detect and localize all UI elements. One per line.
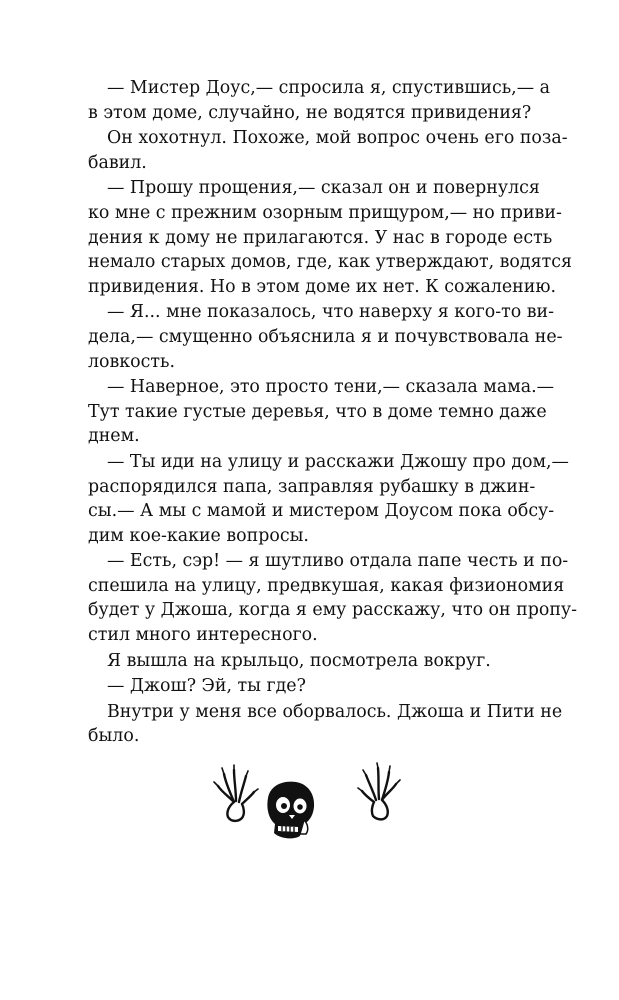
text-line: Он хохотнул. Похоже, мой вопрос очень его поза-: [107, 128, 568, 149]
text-line: — Я... мне показалось, что наверху я кого-то ви-: [107, 302, 554, 323]
text-line: — Мистер Доус,— спросила я, спустившись,— а: [107, 78, 550, 98]
text-line: бавил.: [88, 152, 147, 173]
text-line: немало старых домов, где, как утверждают, водятся: [88, 252, 572, 273]
text-line: Я вышла на крыльцо, посмотрела вокруг.: [107, 650, 491, 671]
right-hand-icon: [358, 763, 400, 819]
page-text: [88, 76, 578, 749]
text-line: — Прошу прощения,— сказал он и повернулся: [107, 178, 540, 199]
text-line: Внутри у меня все оборвалось. Джоша и Пити не: [107, 701, 563, 722]
text-line: сы.— А мы с мамой и мистером Доусом пока обсу-: [88, 501, 555, 522]
text-line: стил много интересного.: [88, 625, 318, 646]
text-line: распорядился папа, заправляя рубашку в джин-: [88, 476, 536, 497]
text-line: спешила на улицу, предвкушая, какая физиономия: [88, 575, 565, 596]
text-line: — Джош? Эй, ты где?: [107, 676, 306, 697]
skull-icon: [267, 782, 314, 839]
text-line: дим кое-какие вопросы.: [88, 525, 309, 546]
text-line: Тут такие густые деревья, что в доме темно даже: [88, 401, 547, 422]
text-line: — Наверное, это просто тени,— сказала мама.—: [107, 377, 555, 398]
text-line: будет у Джоша, когда я ему расскажу, что он пропу-: [88, 600, 578, 621]
text-line: — Ты иди на улицу и расскажи Джошу про дом,—: [107, 451, 569, 472]
text-line: привидения. Но в этом доме их нет. К сожалению.: [88, 276, 557, 297]
text-line: дела,— смущенно объяснила я и почувствовала не-: [88, 326, 563, 347]
text-line: ловкость.: [88, 351, 176, 372]
chapter-ornament: [196, 762, 416, 867]
text-line: — Есть, сэр! — я шутливо отдала папе честь и по-: [107, 551, 569, 572]
text-line: ко мне с прежним озорным прищуром,— но приви-: [88, 202, 562, 223]
text-line: дения к дому не прилагаются. У нас в городе есть: [88, 227, 553, 248]
left-hand-icon: [214, 765, 258, 821]
text-line: днем.: [88, 426, 140, 447]
text-line: было.: [88, 726, 140, 747]
text-line: в этом доме, случайно, не водятся привидения?: [88, 102, 532, 123]
